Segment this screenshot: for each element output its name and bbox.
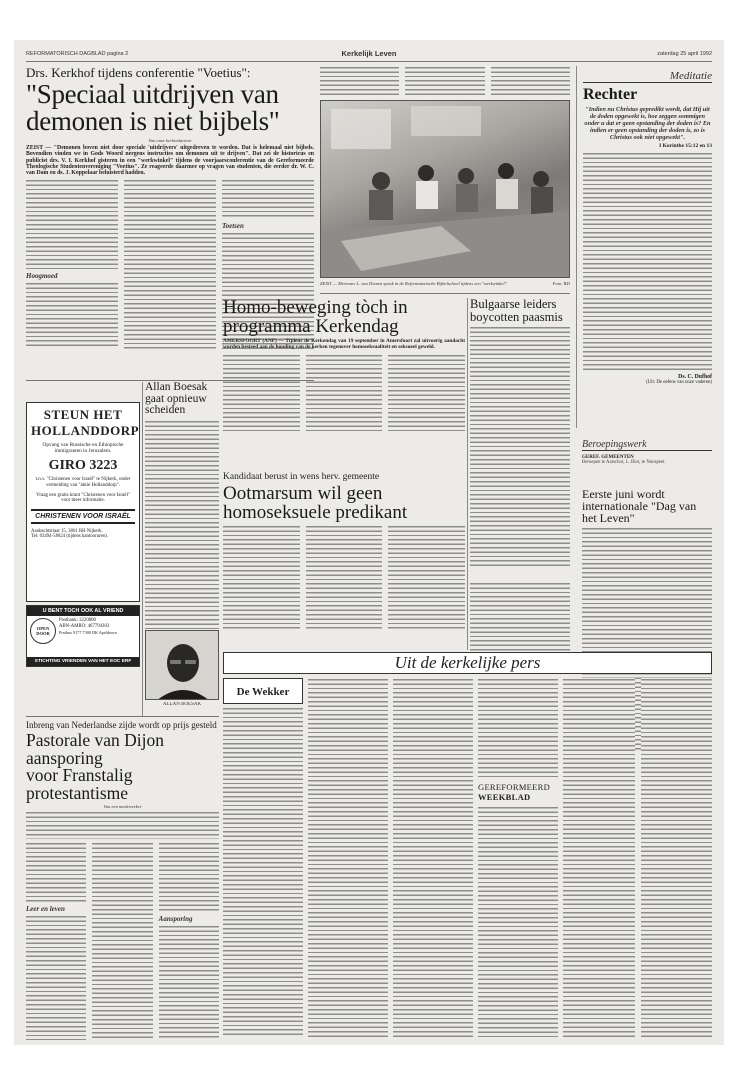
ad-open-door-footer: STICHTING VRIENDEN VAN HET EOC ERF	[27, 657, 139, 666]
main-kicker: Drs. Kerkhof tijdens conferentie "Voetius":	[26, 66, 251, 80]
rule-under-main	[26, 380, 314, 381]
allan-article	[145, 382, 219, 672]
header-right: zaterdag 25 april 1992	[657, 51, 712, 57]
photo-side-text	[320, 66, 570, 96]
classroom-photo-art	[321, 101, 570, 278]
header-left: REFORMATORISCH DAGBLAD pagina 2	[26, 51, 129, 57]
ad-hollanddorp	[26, 402, 140, 602]
main-title-2: demonen is niet bijbels"	[26, 106, 280, 136]
subhead-hoogmoed: Hoogmoed	[26, 272, 58, 281]
ad-hollanddorp-logo: CHRISTENEN VOOR ISRAËL	[31, 509, 135, 524]
ad-hollanddorp-tel: Tel: 03494-58824 (tijdens kantooruren).	[31, 534, 108, 540]
ad-hollanddorp-giro-note: t.n.v. "Christenen voor Israël" te Nijkerk, onder vermelding van "aktie Hollanddorp".	[35, 477, 131, 488]
newspaper-page	[14, 40, 724, 1045]
beroepingswerk-label: Beroepingswerk	[582, 439, 712, 451]
dijon-byline: Van een medewerker	[103, 804, 142, 809]
classroom-caption	[320, 281, 570, 286]
homo-title-1: Homo-beweging tòch in	[223, 298, 408, 318]
geneve-article	[470, 582, 570, 652]
ad-open-door-headline: U BENT TOCH OOK AL VRIEND	[27, 606, 139, 616]
rule-under-photo	[320, 293, 570, 294]
rule-col-left	[142, 382, 143, 716]
ad-hollanddorp-giro: GIRO 3223	[48, 458, 118, 473]
kerkelijke-pers-col2	[308, 678, 388, 1038]
boesak-portrait	[146, 631, 219, 700]
gereformeerd-weekblad-article	[478, 678, 558, 1038]
meditatie-author-note: (Uit: De oefens van onze vaderen)	[646, 380, 712, 386]
ad-hollanddorp-line2: HOLLANDDORP	[31, 423, 140, 438]
kerkelijke-pers-col3	[393, 678, 473, 1038]
ad-hollanddorp-line1: STEUN HET	[43, 407, 123, 422]
ad-hollanddorp-info: Vraag een gratis krant "Christenen voor Israël" voor meer informatie.	[36, 492, 130, 504]
rule-col-mid	[467, 298, 468, 650]
main-lead: ZEIST — "Demonen boven niet door speciale 'uitdrijvers' uitgedreven te worden. Dat is helemaal niet bijbels. Bovendien vinden we in Gods Woord nergens instructies om demonen uit te drijven". Dat zei de historicus en publicist drs. V. I. Kerkhof gisteren in een "werkwinkel" tijdens de voorjaarsconferentie van de Gereformeerde Theologische Studentenvereniging "Voetius". Ze reageerde daarmee op vragen van studenten, die eerder dr. W. C. van Dam en ds. J. Koppelaar beluisterd hadden.	[26, 145, 314, 177]
kerkelijke-pers-col5	[563, 678, 712, 1038]
dijon-title-2: voor Franstalig protestantisme	[26, 765, 133, 803]
ad-open-door-logo: OPEN DOOR	[30, 618, 56, 644]
ad-hollanddorp-sub: Opvang van Russische en Ethiopische immigranten in Jeruzalem.	[42, 442, 124, 454]
homo-title-2: programma Kerkendag	[223, 316, 399, 337]
meditatie-box	[576, 66, 712, 428]
ad-open-door	[26, 605, 140, 667]
dag-van-het-leven-title: Eerste juni wordt internationale "Dag van het Leven"	[582, 488, 697, 525]
ad-open-door-address: Postbus 9177 7300 DK Apeldoorn	[59, 630, 117, 635]
main-title-1: "Speciaal uitdrijven van	[26, 79, 279, 109]
beroepingswerk-text: Beroepen te Aarschot, L. Blot, te Nunspeet.	[582, 460, 666, 465]
de-wekker-article	[223, 678, 303, 1038]
boesak-photo	[145, 630, 219, 700]
meditatie-quote: "Indien nu Christus gepredikt wordt, dat Hij uit de doden opgewekt is, hoe zeggen sommigen onder u dat er geen opstanding der doden is? En indien er geen opstanding der doden is, zo is Christus ook niet opgewekt".	[584, 106, 711, 142]
subhead-toetsen: Toetsen	[222, 222, 244, 231]
ad-open-door-postbank: Postbank: 3220800	[59, 618, 96, 623]
meditatie-title: Rechter	[583, 86, 638, 103]
ad-open-door-abn: ABN-AMRO: 467794303	[59, 624, 110, 629]
ootmarsum-title-1: Ootmarsum wil geen	[223, 483, 383, 504]
kerkelijke-pers-header	[223, 652, 712, 674]
header-center: Kerkelijk Leven	[341, 49, 397, 58]
beroepingswerk	[576, 434, 712, 484]
classroom-photo-credit: Foto: RD	[552, 281, 570, 286]
dijon-kicker: Inbreng van Nederlandse zijde wordt op prijs gesteld	[26, 720, 217, 730]
meditatie-author: Ds. C. Dufhof	[678, 374, 712, 381]
homo-lead: AMERSFOORT (ANP) — Tijdens de Kerkendag van 19 september in Amersfoort zal uitvoerig aandacht worden besteed aan de houding van de kerken tegenover homoseksualiteit en seksueel geweld.	[223, 338, 465, 350]
classroom-caption-text: ZEIST — Mevrouw L. van Dienen sprak in de Reformatorische Bijbelschool tijdens een "werkwinkel".	[320, 281, 508, 286]
de-wekker-name: De Wekker	[236, 686, 290, 698]
ootmarsum-article	[223, 472, 465, 647]
main-byline: Van onze kerkredacteur	[148, 138, 192, 143]
de-wekker-masthead	[223, 678, 303, 704]
ad-hollanddorp-address: Aanbachtstraat 15, 3861 RH Nijkerk.	[31, 529, 103, 535]
bulgaarse-article	[470, 298, 570, 578]
meditatie-ref: I Korinthe 15:12 en 13	[659, 143, 712, 150]
dijon-article	[26, 720, 219, 1040]
gw-name-1: GEREFORMEERD	[478, 782, 551, 792]
page-header	[26, 48, 712, 62]
ootmarsum-kicker: Kandidaat berust in wens herv. gemeente	[223, 472, 380, 482]
subhead-leer-en-leven: Leer en leven	[26, 905, 65, 913]
allan-title: Allan Boesak gaat opnieuw scheiden	[145, 382, 208, 416]
ootmarsum-title-2: homoseksuele predikant	[223, 502, 408, 523]
homo-article	[223, 298, 465, 468]
dijon-title-1: Pastorale van Dijon aansporing	[26, 730, 165, 768]
meditatie-label: Meditatie	[583, 70, 712, 83]
boesak-caption: ALLAN BOESAK	[162, 702, 202, 707]
classroom-photo	[320, 100, 570, 278]
kerkelijke-pers-title: Uit de kerkelijke pers	[394, 653, 541, 672]
bulgaarse-title: Bulgaarse leiders boycotten paasmis	[470, 298, 563, 324]
gw-name-2: WEEKBLAD	[478, 792, 531, 802]
gw-masthead	[478, 782, 558, 802]
subhead-aansporing: Aansporing	[158, 915, 193, 923]
rule-above-dijon	[26, 716, 219, 717]
beroepingswerk-sub: GEREF. GEMEENTEN	[582, 455, 634, 460]
